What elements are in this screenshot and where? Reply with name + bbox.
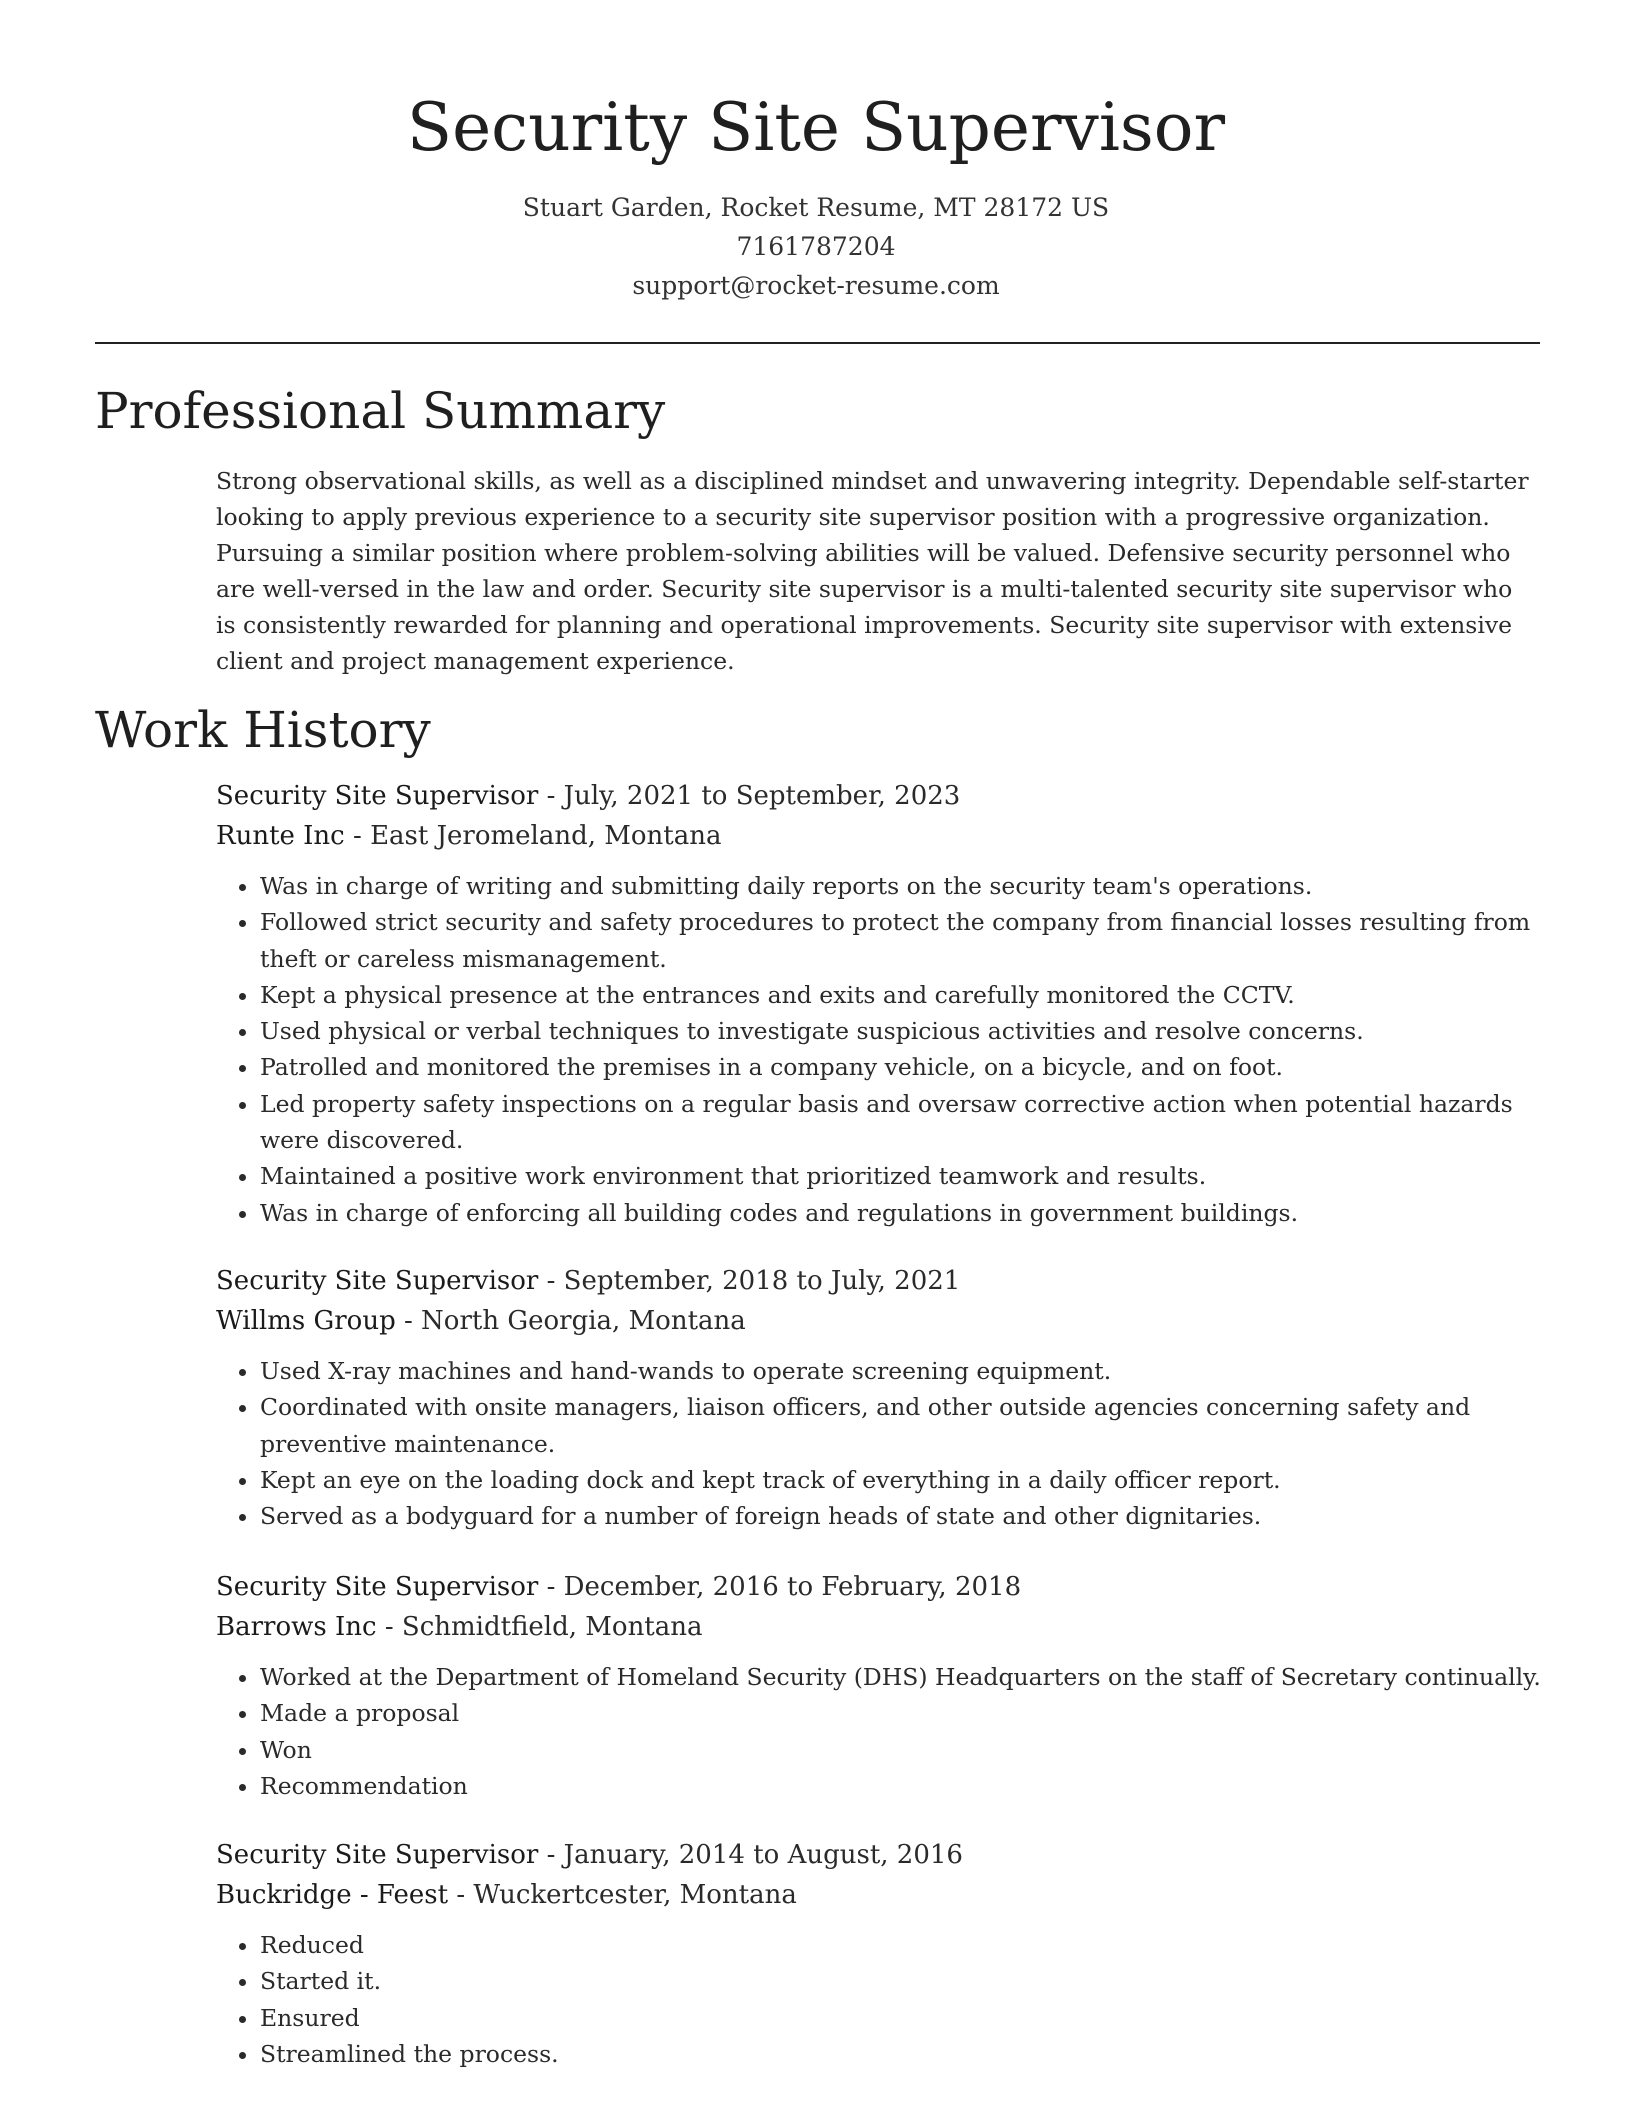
job-entry — [216, 1567, 1546, 1804]
list-item: • Kept a physical presence at the entrances and exits and carefully monitored the CCTV. — [260, 977, 1546, 1013]
header-divider — [95, 342, 1540, 344]
job-title: Security Site Supervisor — [216, 1572, 539, 1602]
list-item: • Streamlined the process. — [260, 2036, 1546, 2072]
job-entry — [216, 1835, 1546, 2072]
contact-email: support@rocket-resume.com — [632, 271, 1000, 300]
list-item: • Started it. — [260, 1963, 1546, 1999]
job-title-line — [216, 1835, 1546, 1875]
list-item: • Recommendation — [260, 1768, 1546, 1804]
job-dates: December, 2016 to February, 2018 — [563, 1572, 1022, 1602]
contact-phone: 7161787204 — [736, 232, 896, 261]
list-item: • Ensured — [260, 2000, 1546, 2036]
job-dates: July, 2021 to September, 2023 — [563, 781, 961, 811]
resume-header — [0, 0, 1632, 305]
job-company-line — [216, 1607, 1546, 1647]
list-item: • Reduced — [260, 1927, 1546, 1963]
contact-address: Stuart Garden, Rocket Resume, MT 28172 US — [522, 193, 1110, 222]
contact-block — [0, 188, 1632, 305]
job-company: Runte Inc — [216, 821, 345, 851]
list-item: • Patrolled and monitored the premises in a company vehicle, on a bicycle, and on foot. — [260, 1049, 1546, 1085]
summary-text: Strong observational skills, as well as a disciplined mindset and unwavering integrity. Dependable self-starter looking to apply previous experience to a security site supervisor position with a progressive organization. Pursuing a similar position where problem-solving abilities will be valued. Defensive security personnel who are well-versed in the law and order. Security site supervisor is a multi-talented security site supervisor who is consistently rewarded for planning and operational improvements. Security site supervisor with extensive client and project management experience. — [216, 467, 1529, 675]
separator: - — [538, 1840, 564, 1870]
job-company-line — [216, 1875, 1546, 1915]
separator: - — [538, 1266, 564, 1296]
job-title-line — [216, 776, 1546, 816]
separator: - — [538, 781, 564, 811]
separator: - — [376, 1612, 402, 1642]
job-title: Security Site Supervisor — [216, 1266, 539, 1296]
job-company-line — [216, 1301, 1546, 1341]
job-location: East Jeromeland, Montana — [370, 821, 722, 851]
list-item: • Used physical or verbal techniques to investigate suspicious activities and resolve concerns. — [260, 1013, 1546, 1049]
separator: - — [538, 1572, 564, 1602]
job-title-line — [216, 1261, 1546, 1301]
list-item: • Led property safety inspections on a regular basis and oversaw corrective action when potential hazards were discovered. — [260, 1086, 1546, 1159]
separator: - — [448, 1880, 474, 1910]
job-company: Barrows Inc — [216, 1612, 377, 1642]
resume-name: Security Site Supervisor — [406, 89, 1226, 166]
job-bullets — [216, 868, 1546, 1231]
job-company: Buckridge - Feest — [216, 1880, 449, 1910]
job-bullets — [216, 1353, 1546, 1534]
list-item: • Made a proposal — [260, 1695, 1546, 1731]
job-entry — [216, 1261, 1546, 1534]
list-item: • Served as a bodyguard for a number of foreign heads of state and other dignitaries. — [260, 1498, 1546, 1534]
job-entry — [216, 776, 1546, 1231]
job-bullets — [216, 1659, 1546, 1804]
job-title: Security Site Supervisor — [216, 781, 539, 811]
job-title-line — [216, 1567, 1546, 1607]
job-dates: September, 2018 to July, 2021 — [563, 1266, 961, 1296]
job-location: North Georgia, Montana — [421, 1306, 746, 1336]
list-item: • Was in charge of writing and submitting daily reports on the security team's operations. — [260, 868, 1546, 904]
job-title: Security Site Supervisor — [216, 1840, 539, 1870]
job-dates: January, 2014 to August, 2016 — [563, 1840, 963, 1870]
list-item: • Followed strict security and safety procedures to protect the company from financial losses resulting from theft or careless mismanagement. — [260, 904, 1546, 977]
job-company: Willms Group — [216, 1306, 396, 1336]
job-location: Schmidtfield, Montana — [401, 1612, 703, 1642]
summary-heading: Professional Summary — [95, 382, 666, 440]
list-item: • Maintained a positive work environment that prioritized teamwork and results. — [260, 1158, 1546, 1194]
list-item: • Used X-ray machines and hand-wands to operate screening equipment. — [260, 1353, 1546, 1389]
separator: - — [395, 1306, 422, 1336]
job-bullets — [216, 1927, 1546, 2072]
list-item: • Worked at the Department of Homeland Security (DHS) Headquarters on the staff of Secretary continually. — [260, 1659, 1546, 1695]
list-item: • Was in charge of enforcing all building codes and regulations in government buildings. — [260, 1195, 1546, 1231]
list-item: • Kept an eye on the loading dock and kept track of everything in a daily officer report. — [260, 1462, 1546, 1498]
list-item: • Won — [260, 1732, 1546, 1768]
list-item: • Coordinated with onsite managers, liaison officers, and other outside agencies concerning safety and preventive maintenance. — [260, 1389, 1546, 1462]
job-company-line — [216, 816, 1546, 856]
job-location: Wuckertcester, Montana — [473, 1880, 797, 1910]
separator: - — [344, 821, 371, 851]
work-history-heading: Work History — [95, 701, 431, 759]
